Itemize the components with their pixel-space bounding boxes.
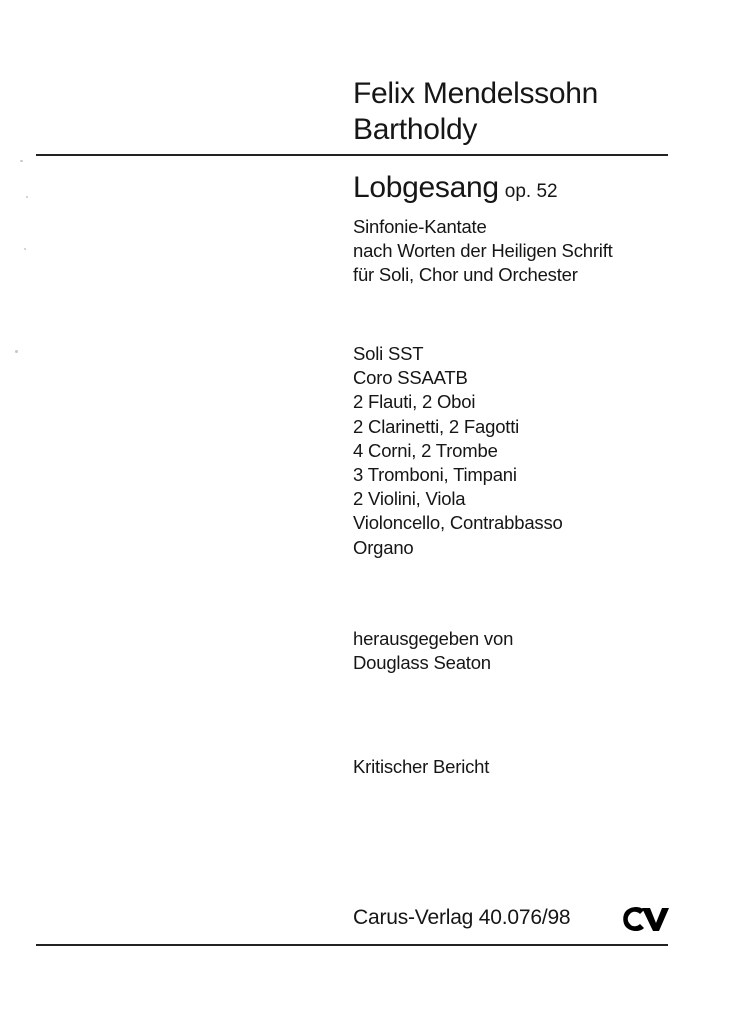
- composer-second-line: Bartholdy: [353, 113, 478, 146]
- scoring-list: [353, 342, 563, 560]
- scoring-item: 2 Violini, Viola: [353, 488, 466, 510]
- scoring-item: 2 Clarinetti, 2 Fagotti: [353, 415, 520, 437]
- scoring-item: 2 Flauti, 2 Oboi: [353, 391, 476, 413]
- subtitle-line: für Soli, Chor und Orchester: [353, 264, 578, 285]
- scoring-item: Organo: [353, 536, 414, 558]
- work-title-text: Lobgesang: [353, 171, 499, 204]
- publisher-catalog: Carus-Verlag 40.076/98: [353, 906, 571, 929]
- bottom-divider: [36, 944, 668, 946]
- scoring-item: 3 Tromboni, Timpani: [353, 464, 517, 486]
- composer-name: [353, 76, 598, 148]
- scan-speck: [24, 248, 26, 250]
- subtitle-line: Sinfonie-Kantate: [353, 216, 487, 237]
- subtitle-line: nach Worten der Heiligen Schrift: [353, 240, 613, 261]
- scan-speck: [15, 350, 18, 353]
- composer-first-line: Felix Mendelssohn: [353, 77, 599, 110]
- top-divider: [36, 154, 668, 156]
- carus-logo-icon: [620, 904, 670, 934]
- editor-credit: [353, 627, 513, 675]
- editor-name: Douglass Seaton: [353, 652, 491, 673]
- editor-label: herausgegeben von: [353, 628, 514, 649]
- work-subtitle: [353, 215, 613, 287]
- work-title: [353, 171, 558, 205]
- report-title: Kritischer Bericht: [353, 756, 490, 777]
- scoring-item: Violoncello, Contrabbasso: [353, 512, 563, 534]
- opus-number: op. 52: [504, 181, 558, 202]
- scoring-item: Coro SSAATB: [353, 367, 468, 389]
- scan-speck: [20, 160, 23, 162]
- scan-speck: [26, 196, 28, 198]
- scoring-item: 4 Corni, 2 Trombe: [353, 439, 498, 461]
- scoring-item: Soli SST: [353, 343, 424, 364]
